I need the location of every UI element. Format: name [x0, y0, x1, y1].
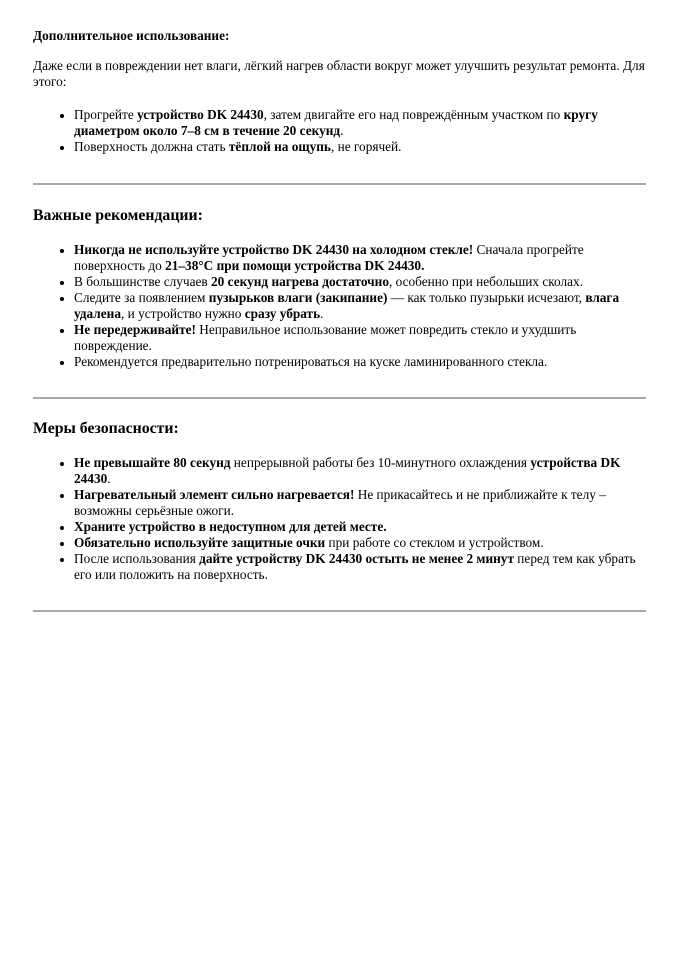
text: Прогрейте: [74, 107, 138, 122]
text: , не горячей.: [330, 139, 402, 154]
text: — как только пузырьки исчезают,: [387, 290, 586, 305]
additional-use-list: [33, 107, 646, 155]
text: Сначала прогрейте поверхность до: [74, 242, 584, 273]
text: при работе со стеклом и устройством.: [325, 535, 544, 550]
list-item: [74, 242, 646, 274]
bold-text: Не превышайте 80 секунд: [74, 455, 231, 470]
document-page: [33, 28, 646, 612]
text: Неправильное использование может повредить стекло и ухудшить повреждение.: [74, 322, 577, 353]
text: , и устройство нужно: [120, 306, 245, 321]
bold-text: Обязательно используйте защитные очки: [74, 535, 326, 550]
list-item: [74, 139, 646, 155]
text: , особенно при небольших сколах.: [389, 274, 584, 289]
bold-text: сразу убрать: [244, 306, 321, 321]
divider: [33, 610, 646, 612]
bold-text: тёплой на ощупь: [228, 139, 331, 154]
additional-use-heading: Дополнительное использование:: [33, 28, 230, 43]
bold-text: пузырьков влаги (закипание): [208, 290, 388, 305]
bold-text: Не передерживайте!: [74, 322, 196, 337]
text: После использования: [74, 551, 200, 566]
text: , затем двигайте его над повреждённым участком по: [263, 107, 564, 122]
list-item: [74, 274, 646, 290]
text: .: [340, 123, 344, 138]
text: В большинстве случаев: [74, 274, 212, 289]
bold-text: 21–38°C при помощи устройства DK 24430.: [165, 258, 425, 273]
text: непрерывной работы без 10-минутного охлаждения: [230, 455, 531, 470]
bold-text: 20 секунд нагрева достаточно: [211, 274, 389, 289]
list-item: [74, 290, 646, 322]
bold-text: кругу диаметром около 7–8 см в течение 20 секунд: [74, 107, 598, 138]
bold-text: устройство DK 24430: [137, 107, 264, 122]
list-item: [74, 535, 646, 551]
text: Следите за появлением: [74, 290, 209, 305]
list-item: [74, 519, 646, 535]
list-item: [74, 487, 646, 519]
text: Не прикасайтесь и не приближайте к телу – возможны серьёзные ожоги.: [74, 487, 606, 518]
recommendations-heading: Важные рекомендации:: [33, 207, 203, 224]
text: Рекомендуется предварительно потренироваться на куске ламинированного стекла.: [74, 354, 548, 369]
list-item: [74, 354, 646, 370]
bold-text: Храните устройство в недоступном для детей месте.: [74, 519, 387, 534]
list-item: [74, 551, 646, 583]
recommendations-list: [33, 242, 646, 370]
list-item: [74, 455, 646, 487]
list-item: [74, 322, 646, 354]
bold-text: Нагревательный элемент сильно нагревается!: [74, 487, 355, 502]
text: Поверхность должна стать: [74, 139, 229, 154]
safety-list: [33, 455, 646, 583]
text: .: [320, 306, 324, 321]
bold-text: Никогда не используйте устройство DK 24430 на холодном стекле!: [74, 242, 474, 257]
text: перед тем как убрать его или положить на поверхность.: [74, 551, 636, 582]
text: .: [107, 471, 111, 486]
list-item: [74, 107, 646, 139]
divider: [33, 397, 646, 399]
bold-text: устройства DK 24430: [74, 455, 621, 486]
divider: [33, 183, 646, 185]
additional-use-intro: Даже если в повреждении нет влаги, лёгкий нагрев области вокруг может улучшить результат ремонта. Для этого:: [33, 58, 645, 89]
safety-heading: Меры безопасности:: [33, 420, 179, 437]
bold-text: влага удалена: [74, 290, 620, 321]
bold-text: дайте устройству DK 24430 остыть не менее 2 минут: [199, 551, 514, 566]
